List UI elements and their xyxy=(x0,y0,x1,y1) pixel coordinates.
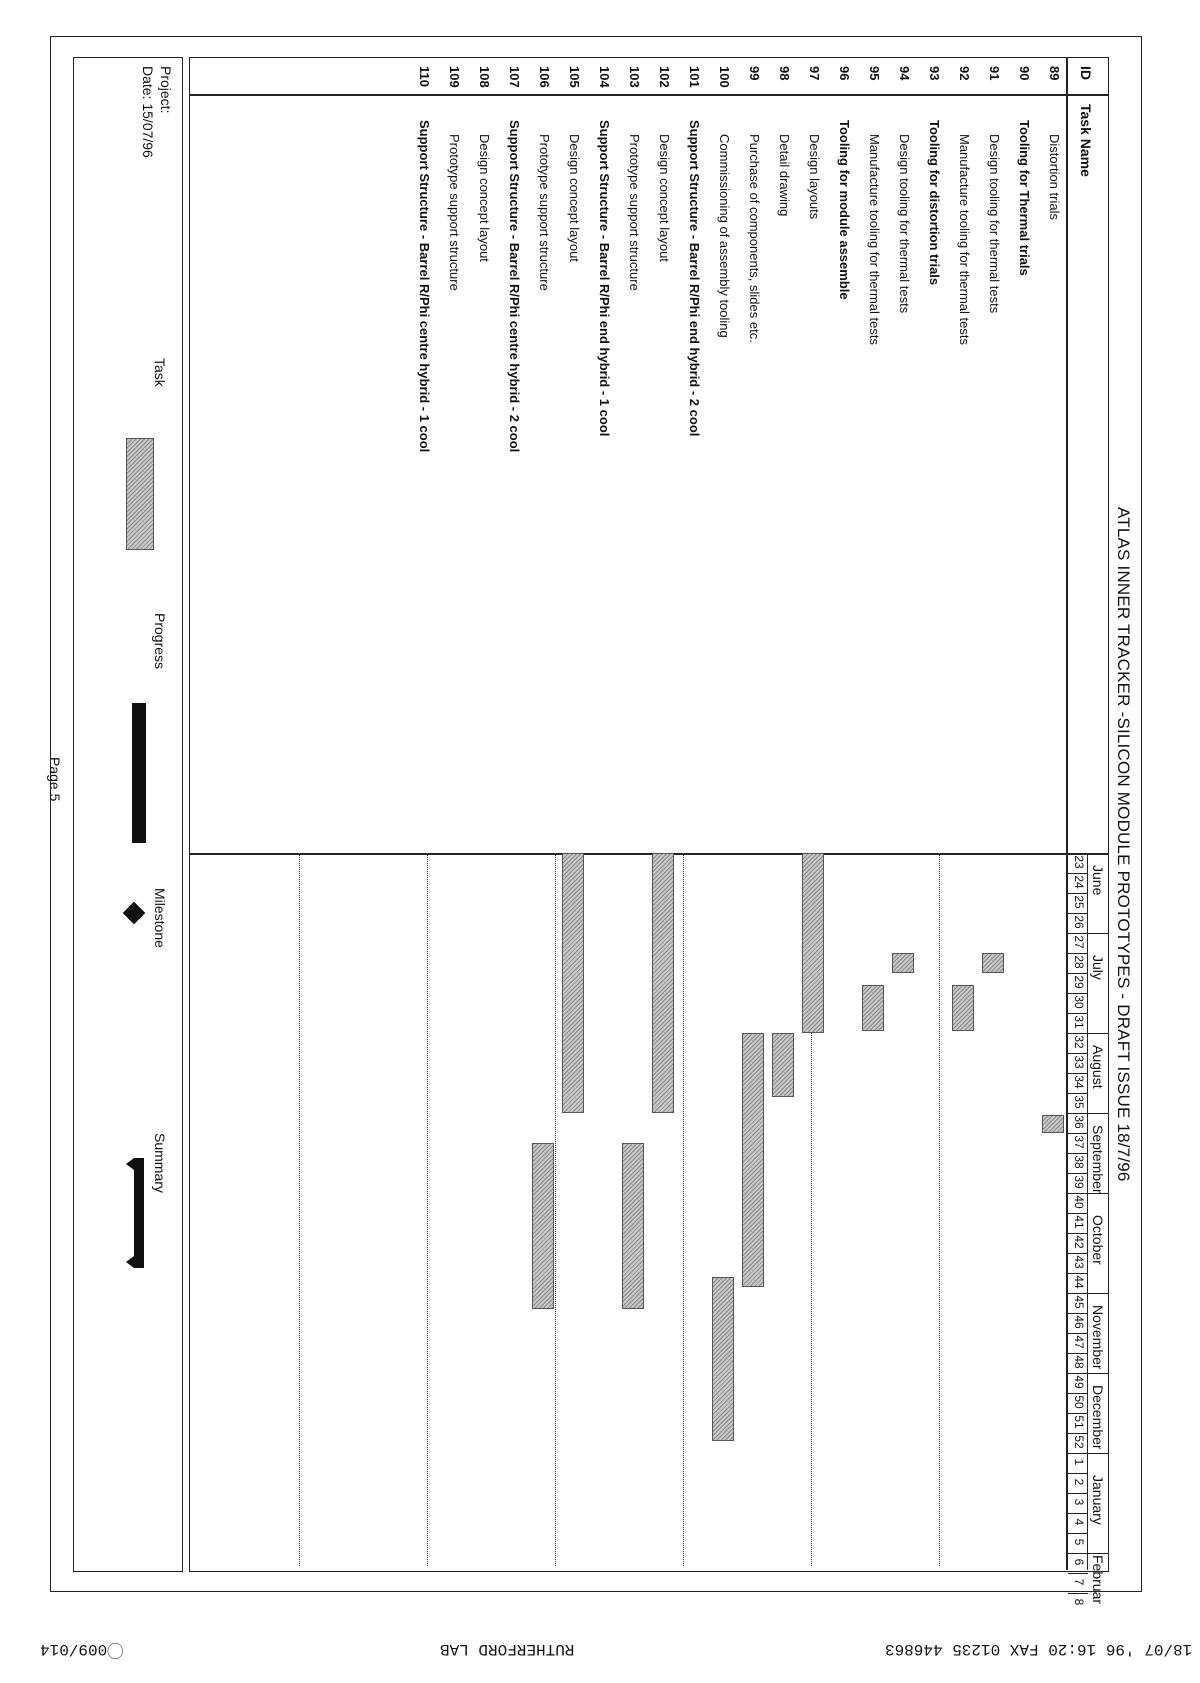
week-separator xyxy=(1068,1013,1088,1014)
month-label: January xyxy=(1090,1475,1106,1525)
week-label: 32 xyxy=(1072,1035,1086,1049)
week-separator xyxy=(1068,953,1088,954)
task-id: 96 xyxy=(837,66,852,81)
week-label: 25 xyxy=(1072,895,1086,909)
week-separator xyxy=(1068,1293,1088,1294)
week-separator xyxy=(1068,1533,1088,1534)
month-separator xyxy=(1088,1193,1108,1194)
week-label: 2 xyxy=(1072,1478,1086,1486)
week-separator xyxy=(1068,893,1088,894)
task-name: Design tooling for thermal tests xyxy=(897,134,912,314)
week-label: 23 xyxy=(1072,855,1086,869)
week-label: 34 xyxy=(1072,1075,1086,1089)
gantt-sheet xyxy=(47,37,1143,1606)
month-label: October xyxy=(1090,1215,1106,1265)
task-bar-106 xyxy=(532,1143,554,1309)
week-separator xyxy=(1068,1313,1088,1314)
week-label: 31 xyxy=(1072,1015,1086,1029)
task-bar-icon xyxy=(126,438,154,550)
week-separator xyxy=(1068,1253,1088,1254)
month-label: August xyxy=(1090,1045,1106,1089)
week-separator xyxy=(1068,1273,1088,1274)
task-id: 101 xyxy=(687,66,702,88)
week-label: 4 xyxy=(1072,1518,1086,1526)
week-label: 42 xyxy=(1072,1235,1086,1249)
week-separator xyxy=(1068,1233,1088,1234)
task-id: 107 xyxy=(507,66,522,88)
task-id: 103 xyxy=(627,66,642,88)
row-group-gridline xyxy=(299,855,300,1566)
week-label: 24 xyxy=(1072,875,1086,889)
gantt-title: ATLAS INNER TRACKER -SILICON MODULE PROTOTYPES - DRAFT ISSUE 18/7/96 xyxy=(1114,507,1133,1182)
week-separator xyxy=(1068,1333,1088,1334)
week-separator xyxy=(1068,1393,1088,1394)
task-column-divider xyxy=(190,853,1108,855)
id-column-header: ID xyxy=(1078,66,1094,80)
week-label: 7 xyxy=(1072,1578,1086,1586)
task-id: 104 xyxy=(597,66,612,88)
task-name: Prototype support structure xyxy=(537,134,552,291)
week-separator xyxy=(1068,1453,1088,1454)
task-id: 95 xyxy=(867,66,882,81)
task-name: Support Structure - Barrel R/Phi end hybrid - 1 cool xyxy=(597,120,612,437)
task-id: 91 xyxy=(987,66,1002,81)
task-id: 98 xyxy=(777,66,792,81)
week-label: 52 xyxy=(1072,1435,1086,1449)
month-separator xyxy=(1088,1453,1108,1454)
week-separator xyxy=(1068,1433,1088,1434)
week-label: 48 xyxy=(1072,1355,1086,1369)
week-separator xyxy=(1068,1173,1088,1174)
fax-header-left: 18/07 '96 16:20 FAX 01235 446863 xyxy=(885,1640,1193,1658)
header-divider xyxy=(1067,58,1069,1570)
month-label: November xyxy=(1090,1305,1106,1370)
month-label: July xyxy=(1090,955,1106,980)
week-separator xyxy=(1068,973,1088,974)
week-separator xyxy=(1068,1133,1088,1134)
month-separator xyxy=(1088,933,1108,934)
legend-task-label: Task xyxy=(152,358,168,387)
week-label: 35 xyxy=(1072,1095,1086,1109)
month-separator xyxy=(1088,1033,1108,1034)
row-group-gridline xyxy=(427,855,428,1566)
task-name: Support Structure - Barrel R/Phi end hybrid - 2 cool xyxy=(687,120,702,437)
legend-progress-label: Progress xyxy=(152,613,168,670)
task-name: Tooling for module assemble xyxy=(837,120,852,300)
task-name: Detail drawing xyxy=(777,134,792,217)
week-label: 49 xyxy=(1072,1375,1086,1389)
task-name: Distortion trials xyxy=(1047,134,1062,220)
milestone-diamond-icon xyxy=(123,902,146,925)
week-label: 6 xyxy=(1072,1558,1086,1566)
row-group-gridline xyxy=(683,855,684,1566)
month-label: September xyxy=(1090,1125,1106,1194)
week-separator xyxy=(1068,1193,1088,1194)
month-separator xyxy=(1088,1553,1108,1554)
week-separator xyxy=(1068,853,1088,854)
task-name: Prototype support structure xyxy=(447,134,462,291)
task-name: Prototype support structure xyxy=(627,134,642,291)
row-group-gridline xyxy=(555,855,556,1566)
week-separator xyxy=(1068,1373,1088,1374)
task-name: Design concept layout xyxy=(657,134,672,262)
week-label: 46 xyxy=(1072,1315,1086,1329)
week-separator xyxy=(1068,1033,1088,1034)
legend xyxy=(73,57,183,1572)
fax-header xyxy=(0,1640,1200,1666)
legend-summary-label: Summary xyxy=(152,1133,168,1193)
progress-bar-icon xyxy=(132,703,146,843)
week-separator xyxy=(1068,1153,1088,1154)
week-label: 36 xyxy=(1072,1115,1086,1129)
week-separator xyxy=(1068,1493,1088,1494)
week-separator xyxy=(1068,1113,1088,1114)
month-separator xyxy=(1088,1293,1108,1294)
week-label: 47 xyxy=(1072,1335,1086,1349)
week-label: 28 xyxy=(1072,955,1086,969)
task-bar-97 xyxy=(802,853,824,1033)
task-name: Design layouts xyxy=(807,134,822,220)
fax-header-center: RUTHERFORD LAB xyxy=(440,1640,575,1658)
week-label: 26 xyxy=(1072,915,1086,929)
task-bar-92 xyxy=(952,985,974,1031)
page-number: Page 5 xyxy=(47,757,63,802)
task-bar-91 xyxy=(982,953,1004,973)
task-id: 100 xyxy=(717,66,732,88)
task-id: 110 xyxy=(417,66,432,87)
week-separator xyxy=(1068,913,1088,914)
month-week-divider xyxy=(1087,853,1088,1570)
task-bar-89 xyxy=(1042,1115,1064,1133)
task-bar-94 xyxy=(892,953,914,973)
week-separator xyxy=(1068,1073,1088,1074)
week-label: 45 xyxy=(1072,1295,1086,1309)
week-separator xyxy=(1068,1593,1088,1594)
week-separator xyxy=(1068,1053,1088,1054)
week-label: 8 xyxy=(1072,1598,1086,1606)
task-id: 93 xyxy=(927,66,942,81)
week-label: 44 xyxy=(1072,1275,1086,1289)
task-bar-102 xyxy=(652,853,674,1113)
task-id: 99 xyxy=(747,66,762,81)
month-separator xyxy=(1088,853,1108,854)
week-separator xyxy=(1068,1473,1088,1474)
week-label: 29 xyxy=(1072,975,1086,989)
week-label: 1 xyxy=(1072,1458,1086,1466)
month-label: June xyxy=(1090,865,1106,896)
task-name: Manufacture tooling for thermal tests xyxy=(957,134,972,345)
task-id: 90 xyxy=(1017,66,1032,81)
week-label: 43 xyxy=(1072,1255,1086,1269)
task-bar-99 xyxy=(742,1033,764,1287)
task-id: 97 xyxy=(807,66,822,81)
project-label: Project: xyxy=(158,66,174,114)
task-id: 108 xyxy=(477,66,492,88)
week-label: 39 xyxy=(1072,1175,1086,1189)
project-date: Date: 15/07/96 xyxy=(140,66,156,158)
task-name: Purchase of components, slides etc. xyxy=(747,134,762,343)
week-label: 38 xyxy=(1072,1155,1086,1169)
week-separator xyxy=(1068,993,1088,994)
gantt-chart xyxy=(189,57,1109,1606)
task-name: Design tooling for thermal tests xyxy=(987,134,1002,314)
week-label: 3 xyxy=(1072,1498,1086,1506)
task-id: 89 xyxy=(1047,66,1062,81)
task-bar-95 xyxy=(862,985,884,1031)
week-label: 51 xyxy=(1072,1415,1086,1429)
task-bar-100 xyxy=(712,1277,734,1441)
task-id: 109 xyxy=(447,66,462,88)
week-label: 30 xyxy=(1072,995,1086,1009)
task-id: 105 xyxy=(567,66,582,88)
week-label: 5 xyxy=(1072,1538,1086,1546)
week-label: 33 xyxy=(1072,1055,1086,1069)
week-separator xyxy=(1068,1553,1088,1554)
month-label: Februar xyxy=(1090,1555,1106,1605)
task-id: 92 xyxy=(957,66,972,81)
task-id: 102 xyxy=(657,66,672,88)
fax-header-right: ⃝009/014 xyxy=(40,1640,108,1658)
week-separator xyxy=(1068,1093,1088,1094)
task-id: 94 xyxy=(897,66,912,81)
week-label: 41 xyxy=(1072,1215,1086,1229)
task-name: Support Structure - Barrel R/Phi centre hybrid - 1 cool xyxy=(417,120,432,453)
week-separator xyxy=(1068,933,1088,934)
legend-milestone-label: Milestone xyxy=(152,888,168,948)
task-name: Design concept layout xyxy=(477,134,492,262)
week-label: 27 xyxy=(1072,935,1086,949)
task-name: Manufacture tooling for thermal tests xyxy=(867,134,882,345)
task-id: 106 xyxy=(537,66,552,88)
task-bar-105 xyxy=(562,853,584,1113)
task-name: Design concept layout xyxy=(567,134,582,262)
task-name: Tooling for Thermal trials xyxy=(1017,120,1032,276)
row-group-gridline xyxy=(939,855,940,1566)
task-name: Tooling for distortion trials xyxy=(927,120,942,286)
month-separator xyxy=(1088,1373,1108,1374)
task-bar-103 xyxy=(622,1143,644,1309)
task-name: Commissioning of assembly tooling xyxy=(717,134,732,338)
month-separator xyxy=(1088,1113,1108,1114)
week-separator xyxy=(1068,1353,1088,1354)
week-separator xyxy=(1068,1513,1088,1514)
task-name: Support Structure - Barrel R/Phi centre hybrid - 2 cool xyxy=(507,120,522,453)
week-separator xyxy=(1068,873,1088,874)
week-label: 37 xyxy=(1072,1135,1086,1149)
summary-bar-icon xyxy=(122,1158,146,1268)
week-label: 50 xyxy=(1072,1395,1086,1409)
task-bar-98 xyxy=(772,1033,794,1097)
task-name-column-header: Task Name xyxy=(1078,104,1094,177)
week-separator xyxy=(1068,1413,1088,1414)
week-separator xyxy=(1068,1573,1088,1574)
week-separator xyxy=(1068,1213,1088,1214)
month-label: December xyxy=(1090,1385,1106,1450)
page-frame xyxy=(47,36,1142,1606)
week-label: 40 xyxy=(1072,1195,1086,1209)
